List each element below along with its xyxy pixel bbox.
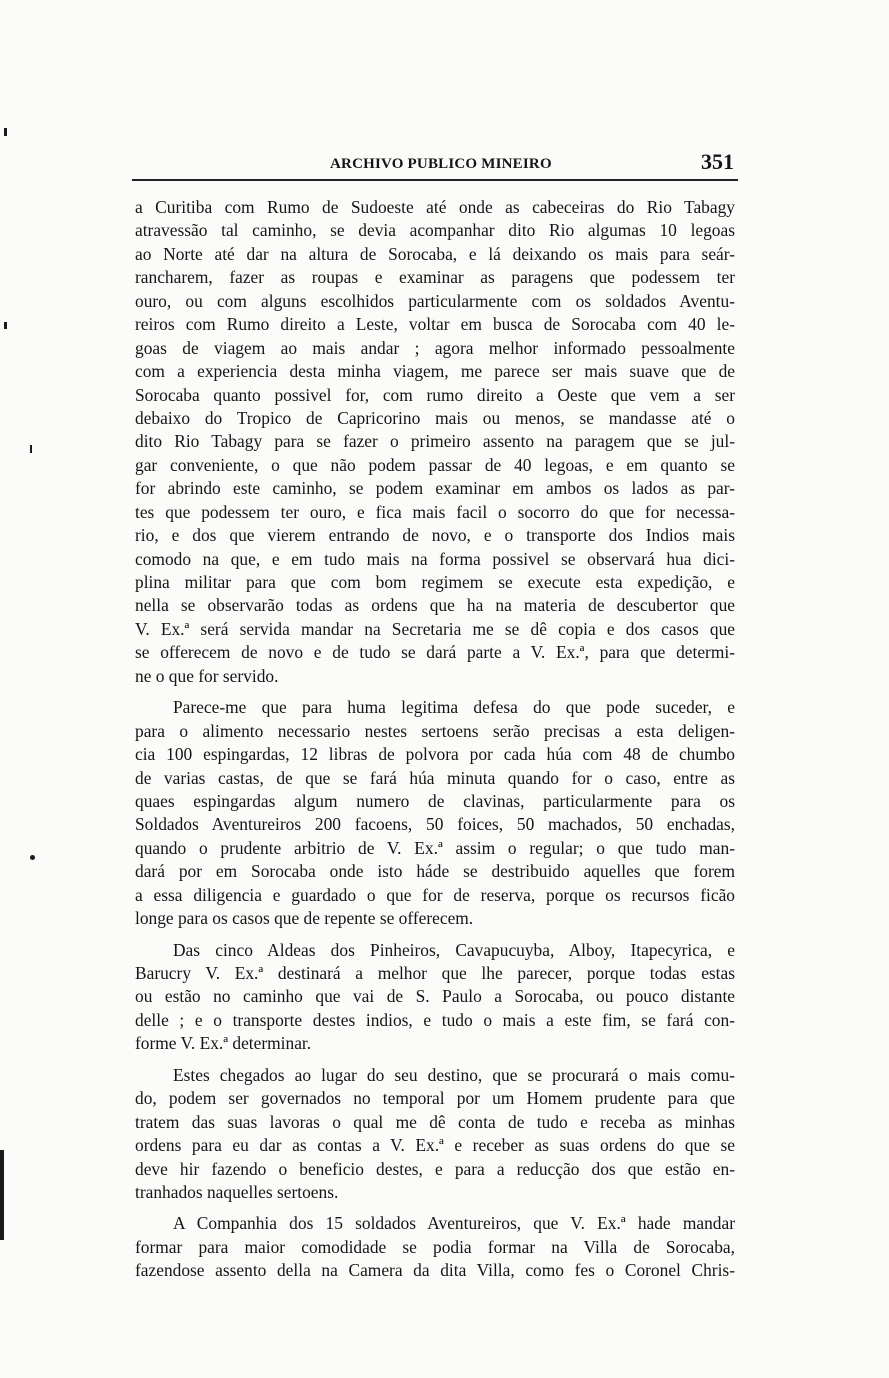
text-line: a essa diligencia e guardado o que for de reserva, porque os recursos ficão bbox=[135, 884, 735, 905]
text-line: fazendose assento della na Camera da dita Villa, como fes o Coronel Chris- bbox=[135, 1260, 735, 1281]
text-line: deve hir fazendo o beneficio destes, e para a reducção dos que estão en- bbox=[135, 1158, 735, 1179]
text-line: longe para os casos que de repente se offerecem. bbox=[135, 908, 474, 929]
paragraph bbox=[135, 1212, 735, 1282]
text-line: ou estão no caminho que vai de S. Paulo a Sorocaba, ou pouco distante bbox=[135, 986, 735, 1007]
paragraph bbox=[135, 196, 735, 688]
text-line: formar para maior comodidade se podia formar na Villa de Sorocaba, bbox=[135, 1236, 735, 1257]
text-line: debaixo do Tropico de Capricorino mais ou menos, se mandasse até o bbox=[135, 407, 735, 428]
text-line: delle ; e o transporte destes indios, e tudo o mais a este fim, se fará con- bbox=[135, 1009, 735, 1030]
text-line: dito Rio Tabagy para se fazer o primeiro assento na paragem que se jul- bbox=[135, 431, 735, 452]
text-line: tratem das suas lavoras o qual me dê conta de tudo e receba as minhas bbox=[135, 1111, 735, 1132]
text-line: ne o que for servido. bbox=[135, 665, 279, 686]
text-line: de varias castas, de que se fará húa minuta quando for o caso, entre as bbox=[135, 767, 735, 788]
text-line: tes que podessem ter ouro, e fica mais facil o socorro do que for necessa- bbox=[135, 501, 735, 522]
scan-edge-mark bbox=[4, 322, 7, 329]
text-line: se offerecem de novo e de tudo se dará parte a V. Ex.ª, para que determi- bbox=[135, 642, 735, 663]
text-line: dará por em Sorocaba onde isto háde se destribuido aquelles que forem bbox=[135, 861, 735, 882]
running-header bbox=[132, 146, 738, 176]
text-line: reiros com Rumo direito a Leste, voltar em busca de Sorocaba com 40 le- bbox=[135, 314, 735, 335]
paragraph bbox=[135, 1064, 735, 1205]
scan-edge-mark bbox=[0, 1150, 4, 1240]
text-line: rio, e dos que vierem entrando de novo, e o transporte dos Indios mais bbox=[135, 525, 735, 546]
text-line: A Companhia dos 15 soldados Aventureiros, que V. Ex.ª hade mandar bbox=[173, 1213, 735, 1234]
text-line: quaes espingardas algum numero de clavinas, particularmente para os bbox=[135, 790, 735, 811]
text-line: ordens para eu dar as contas a V. Ex.ª e receber as suas ordens do que se bbox=[135, 1135, 735, 1156]
scan-edge-mark bbox=[4, 128, 7, 136]
text-line: Das cinco Aldeas dos Pinheiros, Cavapucuyba, Alboy, Itapecyrica, e bbox=[173, 939, 735, 960]
text-line: do, podem ser governados no temporal por um Homem prudente para que bbox=[135, 1088, 735, 1109]
text-line: ao Norte até dar na altura de Sorocaba, e lá deixando os mais para seár- bbox=[135, 243, 735, 264]
text-line: com a experiencia desta minha viagem, me parece ser mais suave que de bbox=[135, 361, 735, 382]
text-line: Soldados Aventureiros 200 facoens, 50 foices, 50 machados, 50 enchadas, bbox=[135, 814, 735, 835]
paragraph bbox=[135, 939, 735, 1056]
scan-edge-mark bbox=[30, 445, 32, 453]
text-line: rancharem, fazer as roupas e examinar as paragens que podessem ter bbox=[135, 267, 735, 288]
text-line: plina militar para que com bom regimem se execute esta expedição, e bbox=[135, 572, 735, 592]
text-line: a Curitiba com Rumo de Sudoeste até onde as cabeceiras do Rio Tabagy bbox=[135, 197, 735, 217]
text-line: Sorocaba quanto possivel for, com rumo direito a Oeste que vem a ser bbox=[135, 384, 735, 405]
page-number: 351 bbox=[701, 149, 734, 174]
text-line: Estes chegados ao lugar do seu destino, que se procurará o mais comu- bbox=[173, 1064, 735, 1085]
text-line: quando o prudente arbitrio de V. Ex.ª assim o regular; o que tudo man- bbox=[135, 837, 735, 858]
paragraph bbox=[135, 696, 735, 930]
text-line: nella se observarão todas as ordens que ha na materia de descubertor que bbox=[135, 595, 735, 616]
scan-edge-mark bbox=[30, 855, 35, 860]
text-line: forme V. Ex.ª determinar. bbox=[135, 1033, 312, 1054]
text-line: tranhados naquelles sertoens. bbox=[135, 1181, 339, 1202]
text-line: V. Ex.ª será servida mandar na Secretaria me se dê copia e dos casos que bbox=[135, 618, 735, 639]
text-line: Parece-me que para huma legitima defesa do que pode suceder, e bbox=[173, 697, 735, 718]
text-line: for abrindo este caminho, se podem examinar em ambos os lados as par- bbox=[135, 478, 735, 499]
text-line: gar conveniente, o que não podem passar de 40 legoas, e em quanto se bbox=[135, 454, 735, 475]
text-line: goas de viagem ao mais andar ; agora melhor informado pessoalmente bbox=[135, 337, 735, 358]
text-line: para o alimento necessario nestes sertoens serão precisas a esta deligen- bbox=[135, 720, 735, 741]
body-text bbox=[135, 196, 735, 1283]
text-line: comodo na que, e em tudo mais na forma possivel se observará hua dici- bbox=[135, 548, 735, 569]
header-rule bbox=[132, 179, 738, 181]
running-title: ARCHIVO PUBLICO MINEIRO bbox=[330, 156, 552, 172]
text-line: cia 100 espingardas, 12 libras de polvora por cada húa com 48 de chumbo bbox=[135, 744, 735, 765]
text-line: atravessão tal caminho, se devia acompanhar dito Rio algumas 10 legoas bbox=[135, 220, 735, 241]
text-line: Barucry V. Ex.ª destinará a melhor que lhe parecer, porque todas estas bbox=[135, 963, 735, 983]
text-line: ouro, ou com alguns escolhidos particularmente com os soldados Aventu- bbox=[135, 290, 735, 311]
